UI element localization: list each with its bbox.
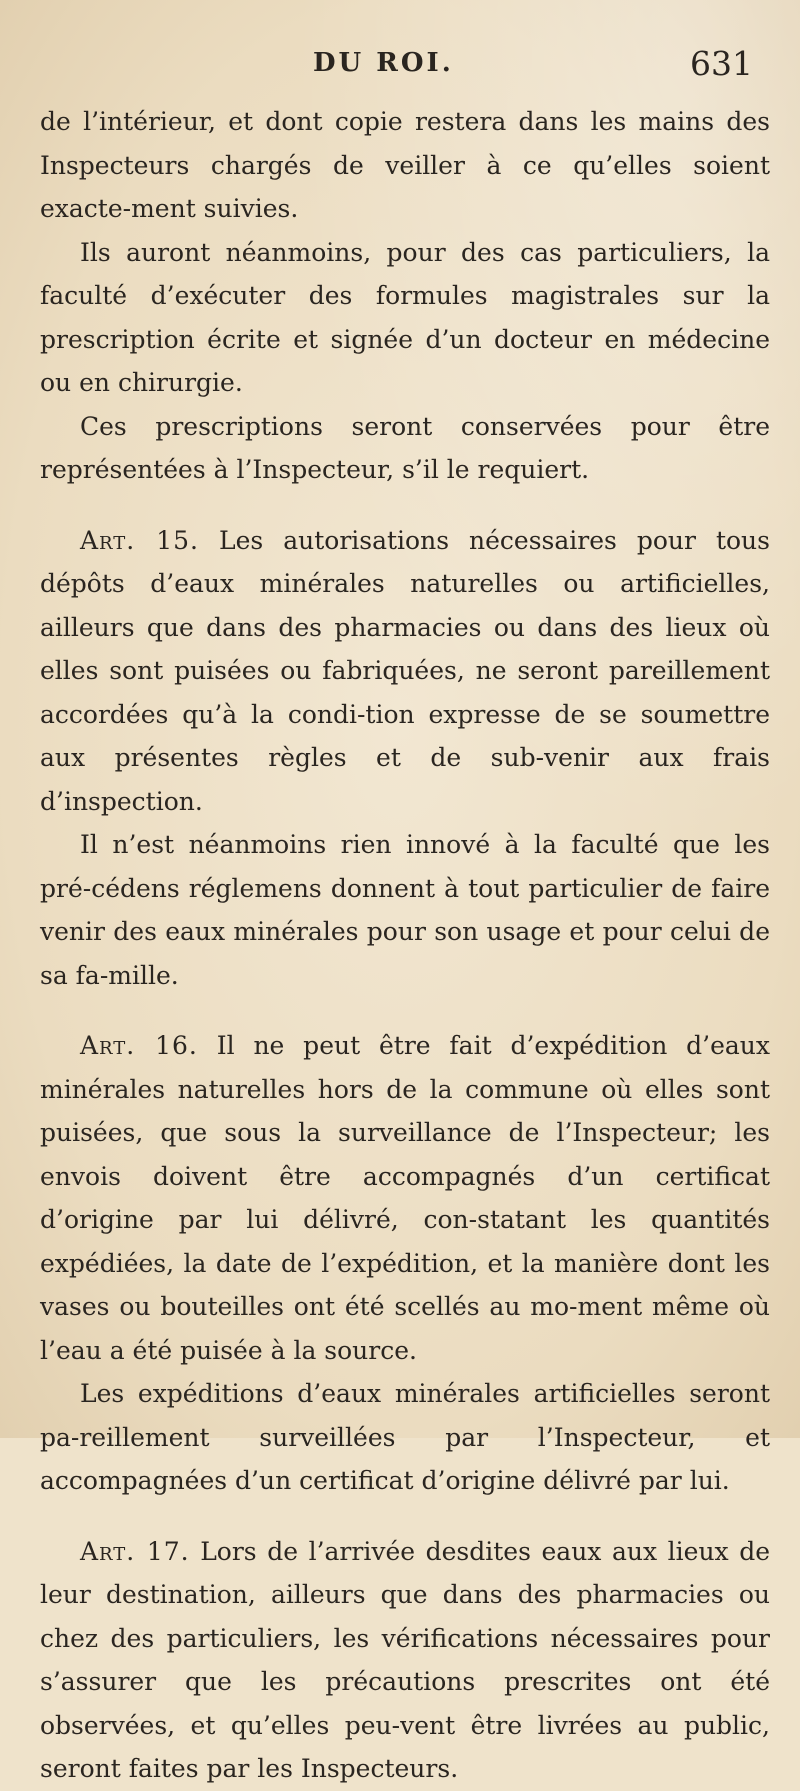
article-17 (40, 1530, 770, 1791)
paragraph-text: Ces prescriptions seront conservées pour être représentées à l’Inspecteur, s’il le requiert. (40, 411, 770, 484)
paragraph-text: Il n’est néanmoins rien innové à la faculté que les pré-cédens réglemens donnent à tout particulier de faire venir des eaux minérales pour son usage et pour celui de sa fa-mille. (40, 830, 770, 990)
paragraph-prescriptions (40, 405, 770, 492)
article-label: Art. 15. (80, 525, 199, 555)
article-label: Art. 16. (80, 1031, 198, 1060)
paragraph-text: Lors de l’arrivée desdites eaux aux lieux de leur destination, ailleurs que dans des pharmacies ou chez des particuliers, les vérifications nécessaires pour s’assurer que les précautions prescrites ont été observées, et qu’elles peu-vent être livrées au public, seront faites par les Inspecteurs. (40, 1536, 771, 1783)
paragraph-innove (40, 823, 770, 997)
article-16 (40, 1024, 770, 1372)
article-label: Art. 17. (80, 1536, 190, 1566)
paragraph-text: Les autorisations nécessaires pour tous dépôts d’eaux minérales naturelles ou artificielles, ailleurs que dans des pharmacies ou dans des lieux où elles sont puisées ou fabriquées, ne seront pareillement accordées qu’à la condi-tion expresse de se soumettre aux présentes règles et de sub-venir aux frais d’inspection. (40, 525, 770, 816)
paragraph-text: Il ne peut être fait d’expédition d’eaux minérales naturelles hors de la commune où elles sont puisées, que sous la surveillance de l’Inspecteur; les envois doivent être accompagnés d’un certificat d’origine par lui délivré, con-statant les quantités expédiées, la date de l’expédition, et la manière dont les vases ou bouteilles ont été scellés au mo-ment même où l’eau a été puisée à la source. (40, 1031, 770, 1365)
page-header (0, 40, 800, 84)
article-15 (40, 519, 770, 824)
paragraph-faculte (40, 231, 770, 405)
paragraph-expeditions (40, 1372, 770, 1503)
paragraph-text: de l’intérieur, et dont copie restera dans les mains des Inspecteurs chargés de veiller à ce qu’elles soient exacte-ment suivies. (40, 107, 770, 223)
running-head: DU ROI. (313, 48, 454, 78)
paragraph-text: Ils auront néanmoins, pour des cas particuliers, la faculté d’exécuter des formules magistrales sur la prescription écrite et signée d’un docteur en médecine ou en chirurgie. (40, 237, 770, 397)
body-text (40, 100, 770, 1791)
page-number: 631 (690, 44, 753, 83)
paragraph-text: Les expéditions d’eaux minérales artificielles seront pa-reillement surveillées par l’Inspecteur, et accompagnées d’un certificat d’origine délivré par lui. (40, 1379, 770, 1495)
paragraph-continuation (40, 100, 770, 231)
